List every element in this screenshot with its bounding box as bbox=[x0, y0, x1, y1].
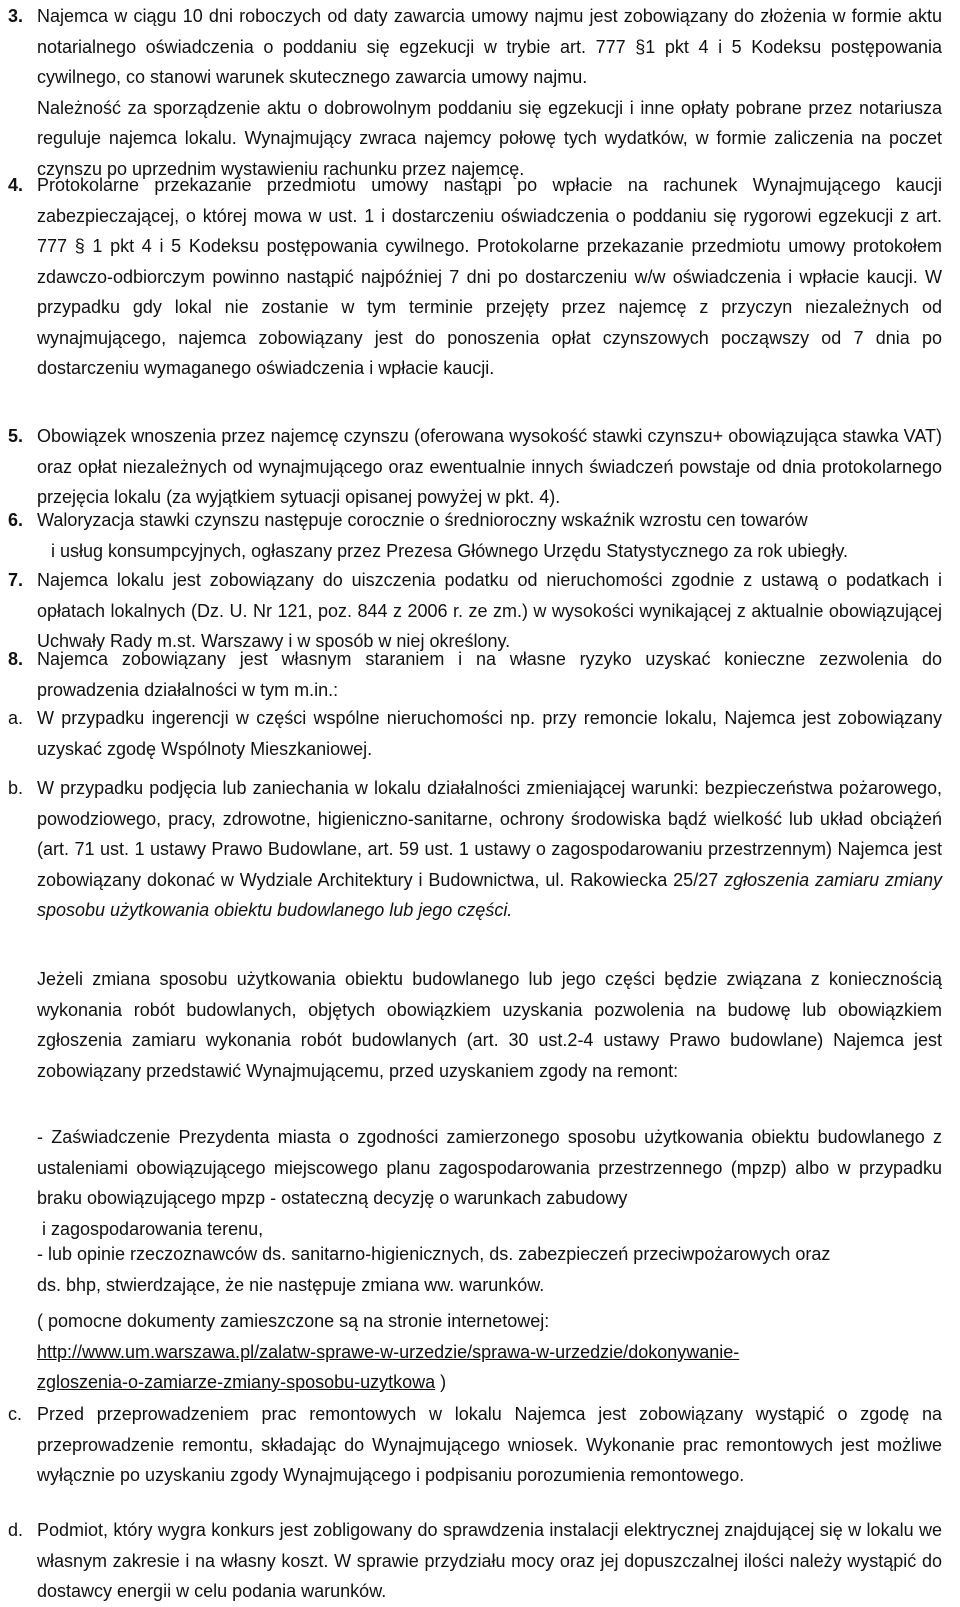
item-b-text-main: W przypadku podjęcia lub zaniechania w lokalu działalności zmieniającej warunki: bezpieczeństwa pożarowego, powodziowego, pracy, zdrowotne, higieniczno-sanitarne, ochrony środowiska bądź wielkość lub układ obciążeń (art. 71 ust. 1 ustawy Prawo Budowlane, art. 59 ust. 1 ustawy o zagospodarowaniu przestrzennym) Najemca jest zobowiązany dokonać w Wydziale Architektury i Budownictwa, ul. Rakowiecka 25/27 bbox=[37, 778, 942, 890]
reference-link-line-2[interactable]: zgloszenia-o-zamiarze-zmiany-sposobu-uzytkowa bbox=[37, 1372, 436, 1392]
item-letter: a. bbox=[8, 708, 24, 728]
section-8 bbox=[0, 644, 960, 705]
section-5 bbox=[0, 421, 960, 513]
item-b-paragraph-1 bbox=[37, 773, 942, 926]
section-number: 5. bbox=[8, 426, 24, 446]
item-c bbox=[0, 1399, 960, 1491]
item-letter: d. bbox=[8, 1520, 24, 1540]
section-4-text: Protokolarne przekazanie przedmiotu umowy nastąpi po wpłacie na rachunek Wynajmującego kaucji zabezpieczającej, o której mowa w ust. 1 i dostarczeniu oświadczenia o poddaniu się rygorowi egzekucji z art. 777 § 1 pkt 4 i 5 Kodeksu postępowania cywilnego. Protokolarne przekazanie przedmiotu umowy protokołem zdawczo-odbiorczym powinno nastąpić najpóźniej 7 dni po dostarczeniu w/w oświadczenia i wpłacie kaucji. W przypadku gdy lokal nie zostanie w tym terminie przejęty przez najemcę z przyczyn niezależnych od wynajmującego, najemca zobowiązany jest do ponoszenia opłat czynszowych począwszy od 7 dnia po dostarczeniu wymaganego oświadczenia i wpłacie kaucji. bbox=[37, 175, 942, 378]
item-b-dash-1: - Zaświadczenie Prezydenta miasta o zgodności zamierzonego sposobu użytkowania obiektu budowlanego z ustaleniami obowiązującego miejscowego planu zagospodarowania przestrzennego (mpzp) albo w przypadku braku obowiązującego mpzp - ostateczną decyzję o warunkach zabudowy bbox=[37, 1127, 942, 1208]
item-c-text: Przed przeprowadzeniem prac remontowych w lokalu Najemca jest zobowiązany wystąpić o zgodę na przeprowadzenie remontu, składając do Wynajmującego wniosek. Wykonanie prac remontowych jest możliwe wyłącznie po uzyskaniu zgody Wynajmującego i podpisaniu porozumienia remontowego. bbox=[37, 1404, 942, 1485]
section-6 bbox=[0, 505, 960, 566]
item-b-paragraph-2: Jeżeli zmiana sposobu użytkowania obiektu budowlanego lub jego części będzie związana z koniecznością wykonania robót budowlanych, objętych obowiązkiem uzyskania pozwolenia na budowę lub obowiązkiem zgłoszenia zamiaru wykonania robót budowlanych (art. 30 ust.2-4 ustawy Prawo budowlane) Najemca jest zobowiązany przedstawić Wynajmującemu, przed uzyskaniem zgody na remont: bbox=[37, 969, 942, 1081]
item-b-dash-2-block bbox=[0, 1239, 960, 1300]
section-6-line-1: Waloryzacja stawki czynszu następuje corocznie o średnioroczny wskaźnik wzrostu cen towarów bbox=[37, 510, 808, 530]
section-3-paragraph-1: Najemca w ciągu 10 dni roboczych od daty zawarcia umowy najmu jest zobowiązany do złożenia w formie aktu notarialnego oświadczenia o poddaniu się egzekucji w trybie art. 777 §1 pkt 4 i 5 Kodeksu postępowania cywilnego, co stanowi warunek skutecznego zawarcia umowy najmu. bbox=[37, 6, 942, 87]
item-b-text-italic: zgłoszenia zamiaru zmiany sposobu użytkowania obiektu budowlanego lub jego części. bbox=[37, 869, 942, 920]
section-8-text: Najemca zobowiązany jest własnym staraniem i na własne ryzyko uzyskać konieczne zezwolenia do prowadzenia działalności w tym m.in.: bbox=[37, 649, 942, 700]
section-6-line-2: i usług konsumpcyjnych, ogłaszany przez Prezesa Głównego Urzędu Statystycznego za rok ubiegły. bbox=[51, 540, 849, 561]
section-7-text: Najemca lokalu jest zobowiązany do uiszczenia podatku od nieruchomości zgodnie z ustawą o podatkach i opłatach lokalnych (Dz. U. Nr 121, poz. 844 z 2006 r. ze zm.) w wysokości wynikającej z aktualnie obowiązującej Uchwały Rady m.st. Warszawy i w sposób w niej określony. bbox=[37, 570, 942, 651]
item-letter: c. bbox=[8, 1404, 23, 1424]
item-b-dash-2-line-1: - lub opinie rzeczoznawców ds. sanitarno-higienicznych, ds. zabezpieczeń przeciwpożarowych oraz bbox=[37, 1244, 831, 1264]
section-number: 7. bbox=[8, 570, 24, 590]
section-number: 8. bbox=[8, 649, 24, 669]
reference-link-line-1[interactable]: http://www.um.warszawa.pl/zalatw-sprawe-w-urzedzie/sprawa-w-urzedzie/dokonywanie- bbox=[37, 1341, 740, 1362]
item-b-link-line-1-wrap bbox=[37, 1337, 942, 1368]
section-4 bbox=[0, 170, 960, 384]
item-b-link-line-2-wrap bbox=[37, 1367, 942, 1398]
item-d-text: Podmiot, który wygra konkurs jest zobligowany do sprawdzenia instalacji elektrycznej znajdującej się w lokalu we własnym zakresie i na własny koszt. W sprawie przydziału mocy oraz jej dopuszczalnej ilości należy wystąpić do dostawcy energii w celu podania warunków. bbox=[37, 1520, 942, 1601]
item-b-dash-1-block bbox=[0, 1122, 960, 1244]
section-number: 4. bbox=[8, 175, 24, 195]
item-b bbox=[0, 773, 960, 926]
item-b-note-block bbox=[0, 1306, 960, 1398]
section-3-paragraph-2: Należność za sporządzenie aktu o dobrowolnym poddaniu się egzekucji i inne opłaty pobrane przez notariusza reguluje najemca lokalu. Wynajmujący zwraca najemcy połowę tych wydatków, w formie zaliczenia na poczet czynszu po uprzednim wystawieniu rachunku przez najemcę. bbox=[37, 97, 942, 179]
item-a bbox=[0, 703, 960, 764]
item-letter: b. bbox=[8, 778, 24, 798]
section-number: 3. bbox=[8, 6, 24, 26]
item-b-dash-2-line-2: ds. bhp, stwierdzające, że nie następuje zmiana ww. warunków. bbox=[37, 1274, 545, 1295]
item-d bbox=[0, 1515, 960, 1607]
section-5-text: Obowiązek wnoszenia przez najemcę czynszu (oferowana wysokość stawki czynszu+ obowiązująca stawka VAT) oraz opłat niezależnych od wynajmującego oraz ewentualnie innych świadczeń powstaje od dnia protokolarnego przejęcia lokalu (za wyjątkiem sytuacji opisanej powyżej w pkt. 4). bbox=[37, 426, 942, 507]
item-b-paragraph-2-block bbox=[0, 964, 960, 1086]
item-b-note-open: ( pomocne dokumenty zamieszczone są na stronie internetowej: bbox=[37, 1311, 550, 1331]
item-b-dash-1-tail: i zagospodarowania terenu, bbox=[42, 1218, 264, 1239]
item-a-text: W przypadku ingerencji w części wspólne nieruchomości np. przy remoncie lokalu, Najemca jest zobowiązany uzyskać zgodę Wspólnoty Mieszkaniowej. bbox=[37, 708, 942, 759]
section-7 bbox=[0, 565, 960, 657]
item-b-note-close: ) bbox=[435, 1372, 447, 1392]
section-number: 6. bbox=[8, 510, 24, 530]
section-3 bbox=[0, 1, 960, 184]
